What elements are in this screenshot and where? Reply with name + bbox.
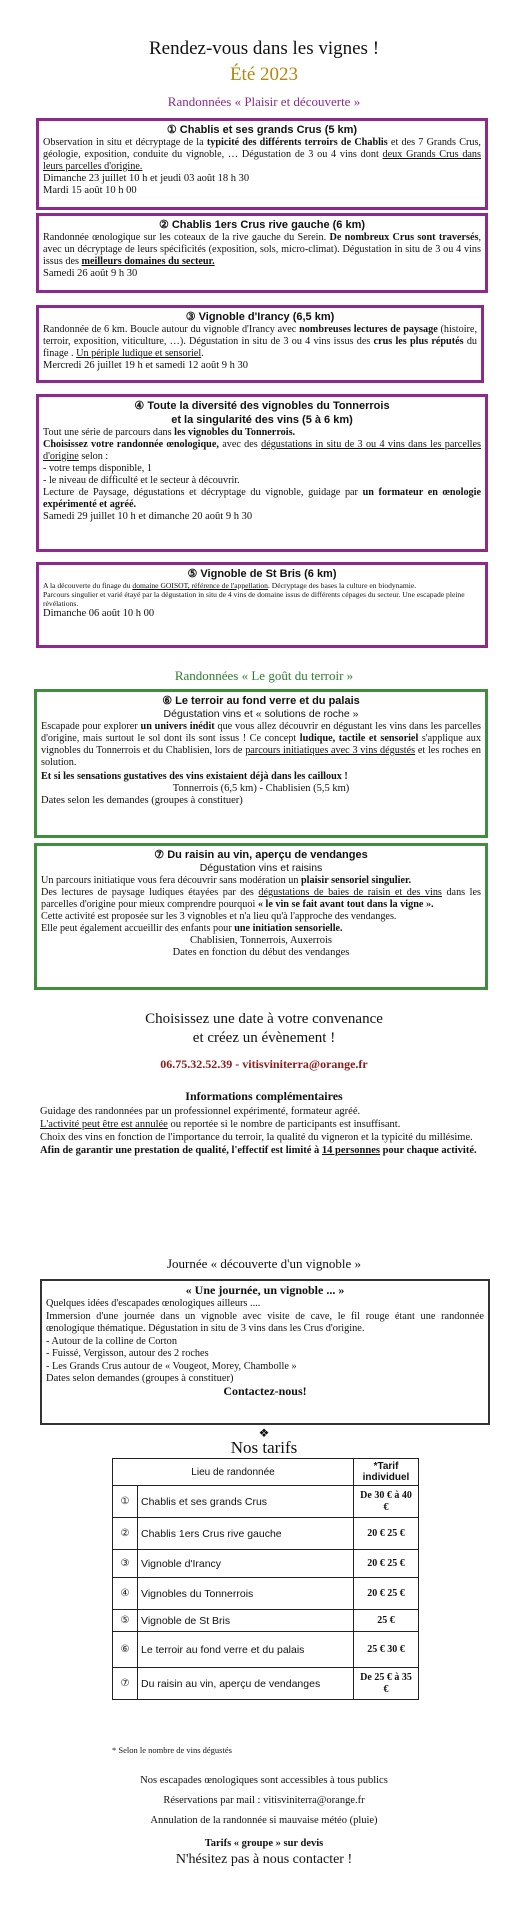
rando-7-bold-2: « le vin se fait avant tout dans la vigne ». <box>257 899 434 910</box>
infos-line-2 <box>40 1118 490 1131</box>
season-label: Été 2023 <box>229 64 299 85</box>
rando-7-description-3 <box>41 923 481 935</box>
tarifs-title: Nos tarifs <box>230 1438 298 1457</box>
rando-4-bold-2: Choisissez votre randonnée œnologique, <box>43 439 219 450</box>
rando-2-date: Samedi 26 août 9 h 30 <box>43 268 138 279</box>
rando-3-bold: nombreuses lectures de paysage <box>299 324 438 335</box>
rando-5-date: Dimanche 06 août 10 h 00 <box>43 608 155 619</box>
cta-line-1: Choisissez une date à votre convenance <box>145 1011 383 1027</box>
rando-3-text-3: du finage . <box>43 336 478 359</box>
rando-6-bold: un univers inédit <box>140 721 215 732</box>
tarifs-row <box>113 1550 419 1578</box>
footer-line-3: Annulation de la randonnée si mauvaise météo (pluie) <box>150 1815 378 1826</box>
rando-7-bold: plaisir sensoriel singulier. <box>301 875 412 886</box>
infos-heading: Informations complémentaires <box>185 1089 343 1103</box>
tarifs-col-name: Lieu de randonnée <box>113 1459 354 1486</box>
rando-6-subtitle: Dégustation vins et « solutions de roche » <box>163 708 359 720</box>
tarifs-row-price: 20 € 25 € <box>354 1550 419 1578</box>
rando-4-text-3: selon : <box>78 451 109 462</box>
footer-line-1: Nos escapades œnologiques sont accessibles à tous publics <box>140 1775 388 1786</box>
rando-3-description <box>43 324 477 360</box>
tarifs-row <box>113 1486 419 1518</box>
page-title: Rendez-vous dans les vignes ! <box>148 38 380 59</box>
rando-4-text-4: Lecture de Paysage, dégustations et décryptage du vignoble, guidage par <box>43 487 363 498</box>
rando-5-heading: ⑤ Vignoble de St Bris (6 km) <box>187 568 337 580</box>
journee-item-1: - Autour de la colline de Corton <box>46 1335 177 1347</box>
rando-3-heading: ③ Vignoble d'Irancy (6,5 km) <box>185 311 335 323</box>
tarifs-row-name: Le terroir au fond verre et du palais <box>138 1632 354 1668</box>
tarifs-note: * Selon le nombre de vins dégustés <box>112 1745 232 1755</box>
rando-3-text-4: . <box>201 348 204 359</box>
tarifs-row-price: 25 € 30 € <box>354 1632 419 1668</box>
rando-5-text: A la découverte du finage du <box>43 581 133 590</box>
rando-3-text-2: (histoire, terroir, exposition, viticulture, …). Dégustation in situ de 3 ou 4 vins issus des <box>43 324 477 347</box>
rando-7-date: Dates en fonction du début des vendanges <box>172 947 350 958</box>
tarifs-row-name: Vignobles du Tonnerrois <box>138 1578 354 1610</box>
tarifs-row-price: 20 € 25 € <box>354 1578 419 1610</box>
rando-2-heading: ② Chablis 1ers Crus rive gauche (6 km) <box>158 219 366 231</box>
rando-7-description <box>41 875 481 911</box>
rando-4-text: Tout une série de parcours dans <box>43 427 175 438</box>
contact-link[interactable]: 06.75.32.52.39 - vitisviniterra@orange.fr <box>160 1057 368 1071</box>
tarifs-row-price: De 25 € à 35 € <box>354 1668 419 1700</box>
journee-card <box>40 1279 490 1425</box>
rando-6-text: Escapade pour explorer <box>41 721 141 732</box>
rando-2-bold: De nombreux Crus sont traversés <box>329 232 479 243</box>
tarifs-row-number: ① <box>113 1486 138 1518</box>
rando-2-text-2: , avec un décryptage de leurs spécificités (exposition, sols, micro-climat). Dégustation in situ de 3 ou 4 vins issus des <box>43 232 481 267</box>
rando-2-card <box>36 213 488 293</box>
rando-2-description <box>43 232 481 268</box>
rando-7-text-3: dans les parcelles d'origine pour mieux comprendre pourquoi <box>41 887 481 910</box>
infos-underline: L'activité peut être est annulée <box>40 1119 168 1130</box>
cta-line-2: et créez un évènement ! <box>192 1030 336 1046</box>
rando-5-card <box>36 562 488 648</box>
rando-4-text-2: avec des <box>218 439 262 450</box>
section-plaisir-label: Randonnées « Plaisir et découverte » <box>167 94 361 109</box>
tarifs-row-number: ③ <box>113 1550 138 1578</box>
tarifs-row <box>113 1632 419 1668</box>
rando-1-underline: deux Grands Crus dans leurs parcelles d'origine. <box>43 149 481 172</box>
tarifs-row <box>113 1610 419 1632</box>
rando-1-card <box>36 118 488 210</box>
footer-line-4: Tarifs « groupe » sur devis <box>204 1838 324 1849</box>
journee-heading: « Une journée, un vignoble ... » <box>185 1283 345 1297</box>
rando-3-date: Mercredi 26 juillet 19 h et samedi 12 août 9 h 30 <box>43 360 248 371</box>
rando-3-card <box>36 305 484 383</box>
rando-5-description-2: Parcours singulier et varié étayé par la dégustation in situ de 4 vins de domaine issus de différents cépages du secteur. Une escapade pleine révélations. <box>43 590 465 608</box>
tarifs-row-price: De 30 € à 40 € <box>354 1486 419 1518</box>
rando-7-places: Chablisien, Tonnerrois, Auxerrois <box>190 935 332 946</box>
tarifs-row <box>113 1518 419 1550</box>
rando-1-description <box>43 137 481 173</box>
rando-4-bold-3: un formateur en œnologie expérimenté et agréé. <box>43 487 482 510</box>
journee-item-3: - Les Grands Crus autour de « Vougeot, Morey, Chambolle » <box>46 1360 297 1372</box>
rando-6-card <box>34 689 488 838</box>
rando-4-bold: les vignobles du Tonnerrois. <box>174 427 296 438</box>
tarifs-row-price: 25 € <box>354 1610 419 1632</box>
rando-7-text-2: Des lectures de paysage ludiques étayées par des <box>41 887 259 898</box>
journee-item-2: - Fuissé, Vergisson, autour des 2 roches <box>46 1348 209 1359</box>
rando-7-text: Un parcours initiatique vous fera découvrir sans modération un <box>41 875 301 886</box>
rando-6-bold-2: ludique, tactile et sensoriel <box>299 733 419 744</box>
tarifs-row-number: ④ <box>113 1578 138 1610</box>
infos-line-4 <box>40 1144 490 1157</box>
rando-7-underline: dégustations de baies de raisin et des vins <box>258 887 442 898</box>
rando-2-text: Randonnée œnologique sur les coteaux de la rive gauche du Serein. <box>43 232 330 243</box>
footer-line-2: Réservations par mail : vitisviniterra@orange.fr <box>163 1795 365 1806</box>
rando-3-bold-2: crus les plus réputés <box>373 336 464 347</box>
tarifs-table <box>112 1458 419 1700</box>
rando-6-date: Dates selon les demandes (groupes à constituer) <box>41 795 243 806</box>
rando-7-description-2: Cette activité est proposée sur les 3 vignobles et n'a lieu qu'à l'approche des vendanges. <box>41 911 397 922</box>
tarifs-header-row <box>113 1459 419 1486</box>
rando-6-heading: ⑥ Le terroir au fond verre et du palais <box>162 695 360 707</box>
tarifs-row <box>113 1578 419 1610</box>
rando-3-text: Randonnée de 6 km. Boucle autour du vignoble d'Irancy avec <box>43 324 300 335</box>
infos-bold-underline: 14 personnes <box>321 1145 380 1156</box>
rando-4-card <box>36 394 488 552</box>
tarifs-row-name: Chablis 1ers Crus rive gauche <box>138 1518 354 1550</box>
rando-1-text-2: et des 7 Grands Crus, géologie, exposition, conduite du vignoble, … Dégustation de 3 ou 4 vins dont <box>43 137 481 160</box>
rando-4-heading-2: et la singularité des vins (5 à 6 km) <box>171 414 353 426</box>
ornament-icon: ❖ <box>258 1426 270 1440</box>
rando-7-card <box>34 843 488 990</box>
tarifs-body <box>113 1486 419 1700</box>
section-terroir-label: Randonnées « Le goût du terroir » <box>174 668 354 683</box>
rando-1-date-2: Mardi 15 août 10 h 00 <box>43 185 137 196</box>
tarifs-col-price: *Tarif individuel <box>354 1459 419 1486</box>
rando-7-bold-3: une initiation sensorielle. <box>234 923 343 934</box>
rando-6-text-4: et les roches en solution. <box>41 745 482 768</box>
rando-7-text-4: Elle peut également accueillir des enfants pour <box>41 923 235 934</box>
journee-line-1: Quelques idées d'escapades œnologiques ailleurs .... <box>46 1298 261 1309</box>
tarifs-row-number: ⑥ <box>113 1632 138 1668</box>
rando-6-text-2: que vous allez découvrir en dégustant les vins dans les parcelles d'origine, mais surtout le sol dont ils sont issus ! Ce concept <box>41 721 481 744</box>
rando-4-date: Samedi 29 juillet 10 h et dimanche 20 août 9 h 30 <box>43 511 253 522</box>
rando-4-item-2: - le niveau de difficulté et le secteur à découvrir. <box>43 475 240 486</box>
rando-1-date-1: Dimanche 23 juillet 10 h et jeudi 03 août 18 h 30 <box>43 173 250 184</box>
rando-2-bold-underline: meilleurs domaines du secteur. <box>81 256 215 267</box>
tarifs-row-number: ⑤ <box>113 1610 138 1632</box>
rando-4-description-2 <box>43 487 481 511</box>
infos-bold-2: pour chaque activité. <box>379 1145 477 1156</box>
rando-7-heading: ⑦ Du raisin au vin, aperçu de vendanges <box>154 849 368 861</box>
rando-6-description <box>41 721 481 769</box>
rando-1-text: Observation in situ et décryptage de la <box>43 137 207 148</box>
tarifs-row-name: Du raisin au vin, aperçu de vendanges <box>138 1668 354 1700</box>
tarifs-row-number: ② <box>113 1518 138 1550</box>
infos-bold: Afin de garantir une prestation de qualité, l'effectif est limité à <box>40 1145 322 1156</box>
rando-6-highlight: Et si les sensations gustatives des vins existaient déjà dans les cailloux ! <box>41 771 348 782</box>
rando-4-underline: dégustations in situ de 3 ou 4 vins dans les parcelles d'origine <box>43 439 481 462</box>
tarifs-row-name: Vignoble de St Bris <box>138 1610 354 1632</box>
tarifs-row-price: 20 € 25 € <box>354 1518 419 1550</box>
rando-5-text-2: . Décryptage des bases la culture en biodynamie. <box>267 581 417 590</box>
infos-body <box>40 1105 490 1157</box>
rando-5-underline: domaine GOISOT, référence de l'appellation <box>132 581 268 590</box>
footer-line-5: N'hésitez pas à nous contacter ! <box>175 1852 353 1867</box>
tarifs-row-name: Vignoble d'Irancy <box>138 1550 354 1578</box>
tarifs-row-number: ⑦ <box>113 1668 138 1700</box>
rando-3-underline: Un périple ludique et sensoriel <box>76 348 202 359</box>
journee-label: Journée « découverte d'un vignoble » <box>166 1256 362 1271</box>
rando-5-description <box>43 581 481 590</box>
rando-4-heading-1: ④ Toute la diversité des vignobles du Tonnerrois <box>134 400 390 412</box>
infos-text: ou reportée si le nombre de participants est insuffisant. <box>167 1119 401 1130</box>
rando-4-item-1: - votre temps disponible, 1 <box>43 463 152 474</box>
tarifs-row-name: Chablis et ses grands Crus <box>138 1486 354 1518</box>
rando-1-bold: typicité des différents terroirs de Chablis <box>206 137 388 148</box>
infos-line-1: Guidage des randonnées par un professionnel expérimenté, formateur agréé. <box>40 1106 361 1117</box>
rando-6-underline: parcours initiatiques avec 3 vins dégustés <box>245 745 416 756</box>
tarifs-row <box>113 1668 419 1700</box>
rando-6-text-3: s'applique aux vignobles du Tonnerrois et du Chablisien, lors de <box>41 733 481 756</box>
rando-6-places: Tonnerrois (6,5 km) - Chablisien (5,5 km) <box>172 783 350 794</box>
rando-1-heading: ① Chablis et ses grands Crus (5 km) <box>166 124 358 136</box>
journee-date: Dates selon demandes (groupes à constituer) <box>46 1373 234 1384</box>
rando-7-subtitle: Dégustation vins et raisins <box>199 862 323 874</box>
rando-4-description <box>43 427 481 463</box>
infos-line-3: Choix des vins en fonction de l'importance du terroir, la qualité du vigneron et la typicité du millésime. <box>40 1132 473 1143</box>
journee-line-2: Immersion d'une journée dans un vignoble avec visite de cave, le fil rouge étant une randonnée œnologique thématique. Dégustation in situ de 3 vins dans les Crus d'origine. <box>46 1310 484 1334</box>
journee-contact: Contactez-nous! <box>223 1384 307 1398</box>
